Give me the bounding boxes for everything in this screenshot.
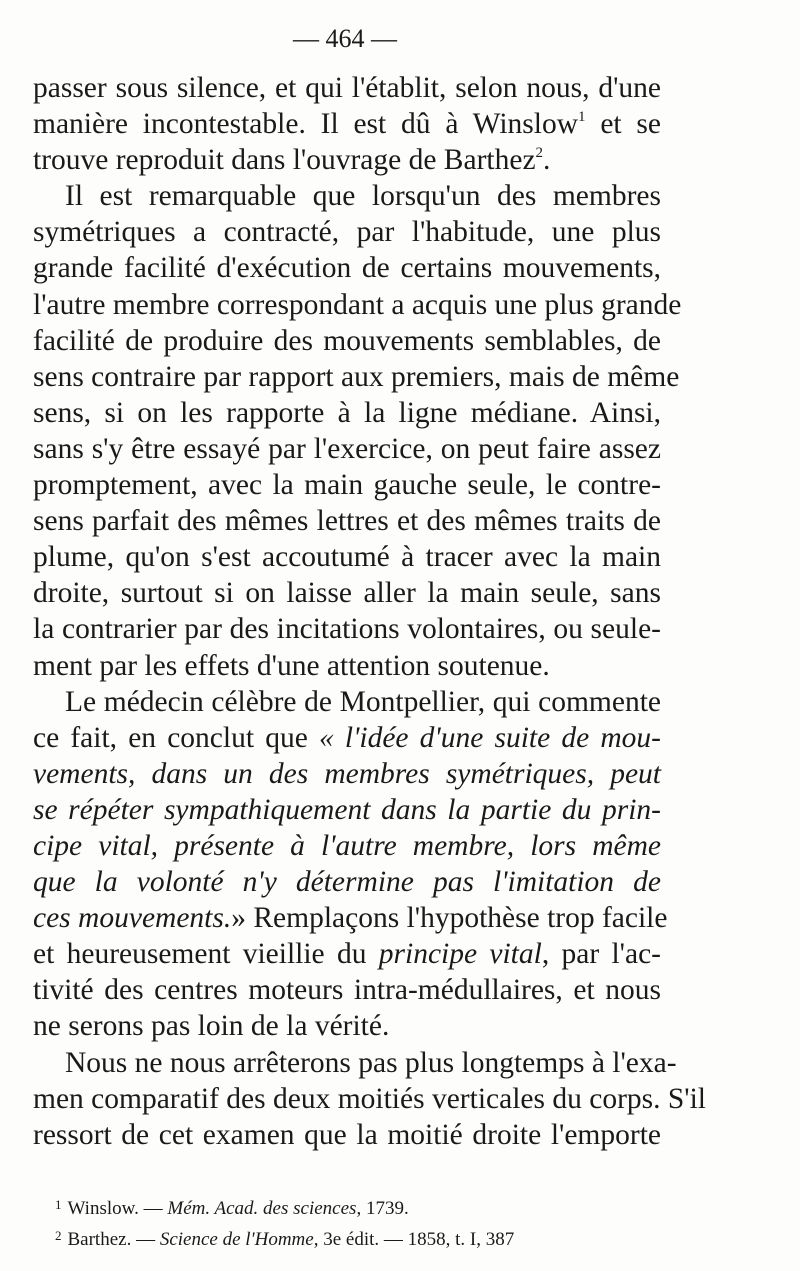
footnote-ref: 1: [578, 109, 586, 126]
text-line: l'autre membre correspondant a acquis une plus grande: [33, 288, 682, 321]
text-line: passer sous silence, et qui l'établit, selon nous, d'une: [33, 72, 661, 104]
text-fragment: » Remplaçons l'hypothèse trop facile: [231, 902, 668, 935]
text-line: [33, 142, 661, 178]
text-line: men comparatif des deux moitiés verticales du corps. S'il: [33, 1082, 706, 1115]
footnote-detail: , 3e édit. — 1858, t. I, 387: [313, 1229, 515, 1250]
text-line: [33, 106, 661, 142]
text-fragment: et se: [600, 108, 661, 141]
footnote-source: Science de l'Homme: [159, 1229, 314, 1250]
quote-line: se répéter sympathiquement dans la partie du prin-: [33, 793, 661, 826]
text-fragment: et heureusement vieillie du: [33, 938, 367, 971]
text-line: promptement, avec la main gauche seule, le contre-: [33, 469, 661, 502]
footnote-author: Barthez. —: [67, 1229, 160, 1250]
text-line: grande facilité d'exécution de certains mouvements,: [33, 252, 661, 285]
footnote-detail: , 1739.: [356, 1198, 409, 1219]
text-line: facilité de produire des mouvements semblables, de: [33, 324, 661, 357]
text-line: ne serons pas loin de la vérité.: [33, 1010, 390, 1043]
text-line: plume, qu'on s'est accoutumé à tracer avec la main: [33, 541, 661, 574]
text-line: Nous ne nous arrêterons pas plus longtemps à l'exa-: [65, 1046, 677, 1079]
text-line: Le médecin célèbre de Montpellier, qui commente: [65, 685, 661, 718]
text-fragment: .: [543, 144, 551, 177]
footnote-author: Winslow. —: [67, 1198, 168, 1219]
text-line: symétriques a contracté, par l'habitude, une plus: [33, 216, 661, 249]
text-line: tivité des centres moteurs intra-médullaires, et nous: [33, 974, 661, 1007]
text-line: Il est remarquable que lorsqu'un des membres: [65, 180, 661, 213]
text-line: [33, 936, 661, 972]
text-fragment: ce fait, en conclut que: [33, 721, 308, 754]
text-line: sens, si on les rapporte à la ligne médiane. Ainsi,: [33, 396, 661, 429]
text-line: droite, surtout si on laisse aller la main seule, sans: [33, 577, 661, 610]
footnote-mark: 1: [55, 1197, 62, 1212]
quote-fragment: « l'idée d'une suite de mou-: [318, 721, 662, 754]
text-line: sans s'y être essayé par l'exercice, on peut faire assez: [33, 432, 661, 465]
footnote-ref: 2: [535, 145, 544, 162]
text-fragment: trouve reproduit dans l'ouvrage de Barthez: [33, 144, 536, 177]
text-line: [33, 720, 661, 756]
footnote-mark: 2: [55, 1228, 62, 1243]
footnote-source: Mém. Acad. des sciences: [167, 1198, 357, 1219]
quote-line: cipe vital, présente à l'autre membre, lors même: [33, 829, 661, 862]
text-line: [33, 900, 668, 936]
italic-term: principe vital: [378, 938, 542, 971]
text-line: sens parfait des mêmes lettres et des mêmes traits de: [33, 505, 661, 538]
text-fragment: , par l'ac-: [541, 938, 661, 971]
footnote: [55, 1193, 675, 1224]
text-line: ressort de cet examen que la moitié droite l'emporte: [33, 1118, 661, 1151]
text-line: ment par les effets d'une attention soutenue.: [33, 649, 550, 682]
body-text: [33, 70, 706, 1153]
footnote: [55, 1224, 675, 1255]
text-line: sens contraire par rapport aux premiers, mais de même: [33, 360, 680, 393]
quote-fragment: ces mouvements.: [33, 902, 232, 935]
page-number: — 464 —: [293, 24, 397, 53]
text-fragment: manière incontestable. Il est dû à Winslow: [33, 108, 579, 141]
quote-line: vements, dans un des membres symétriques, peut: [33, 757, 661, 790]
footnotes: [55, 1193, 675, 1255]
text-line: la contrarier par des incitations volontaires, ou seule-: [33, 613, 661, 646]
quote-line: que la volonté n'y détermine pas l'imitation de: [33, 866, 661, 899]
